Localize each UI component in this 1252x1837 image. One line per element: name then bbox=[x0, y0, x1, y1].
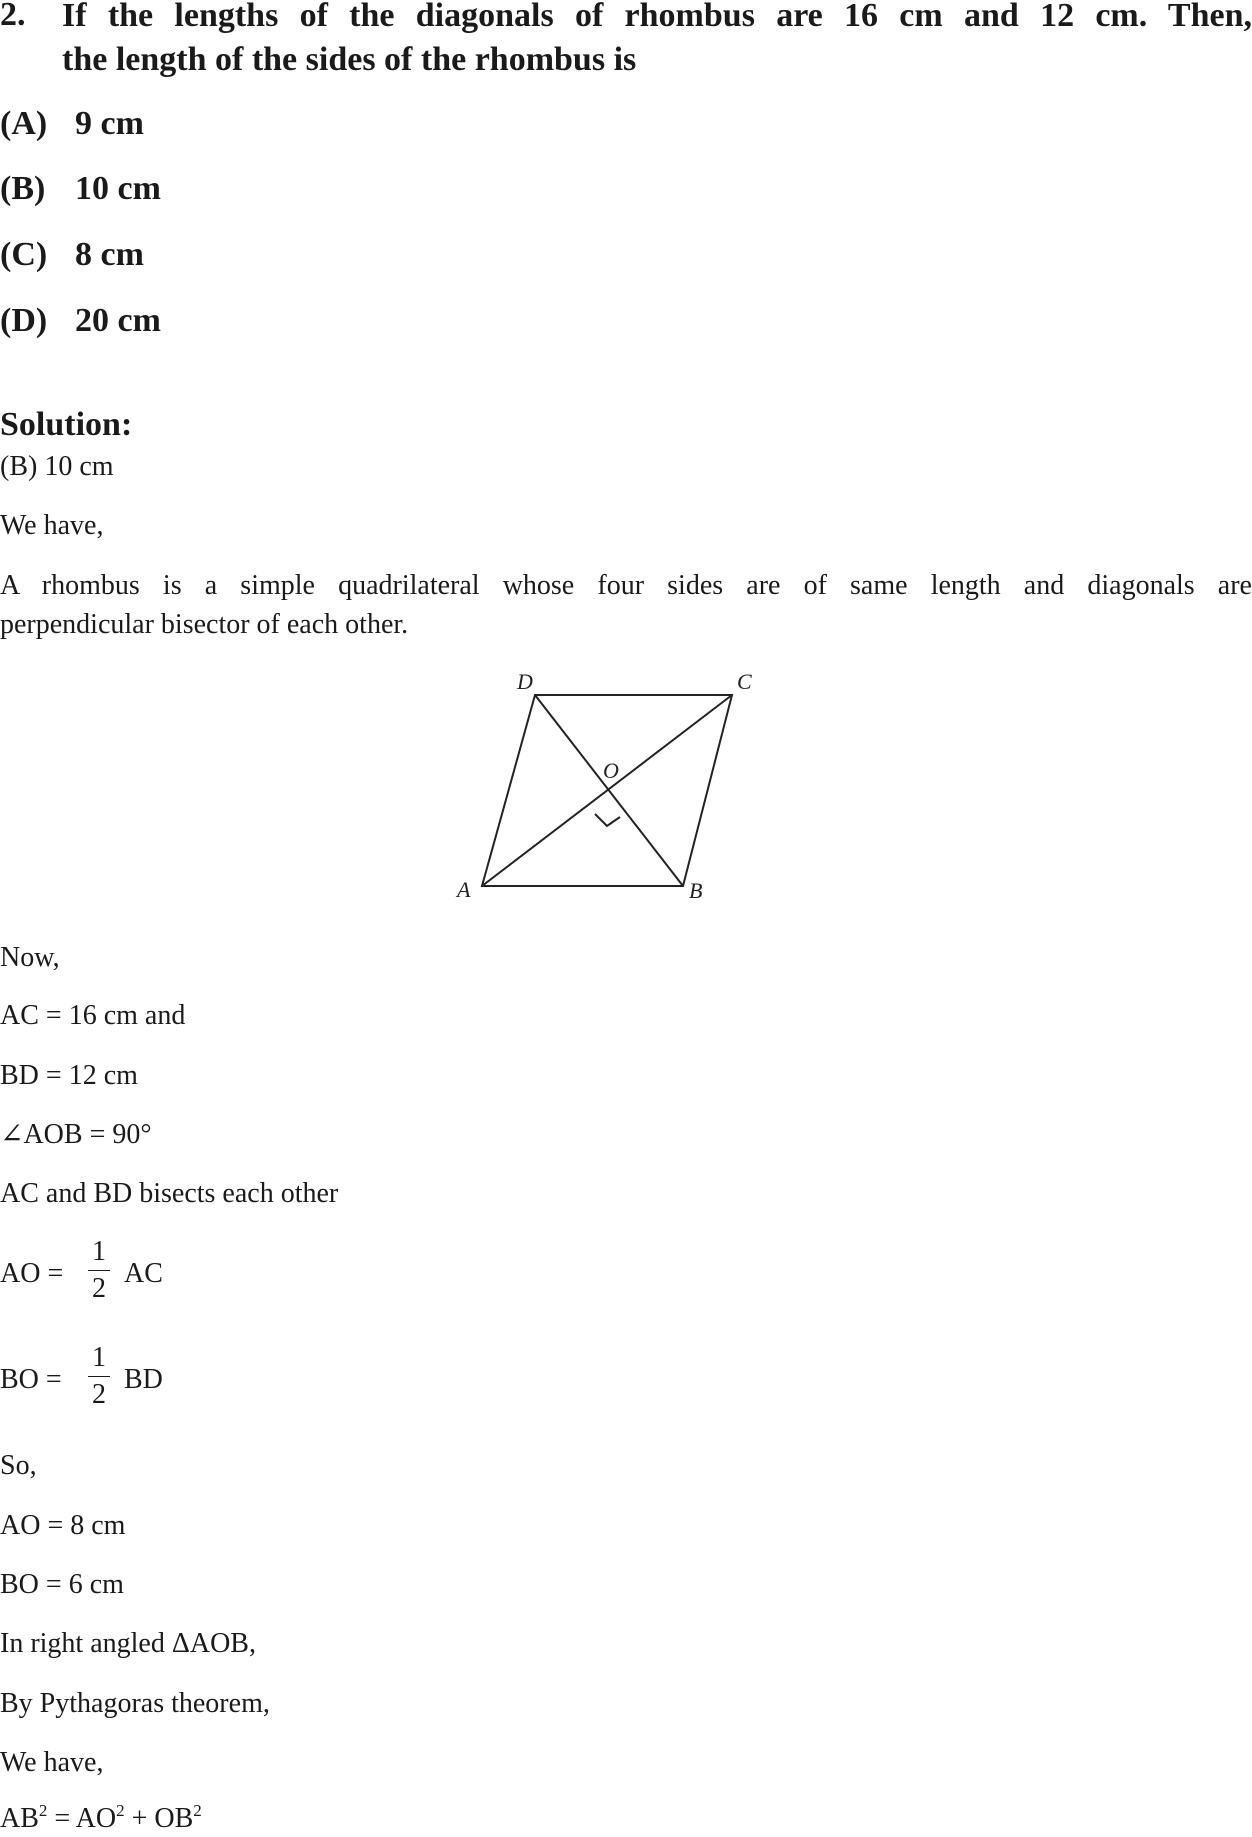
bo-fraction bbox=[88, 1342, 110, 1411]
right-angle-marker bbox=[595, 814, 620, 826]
option-c bbox=[0, 234, 144, 276]
eq-term-ob: + OB bbox=[124, 1803, 194, 1834]
we-have-text: We have, bbox=[0, 510, 104, 541]
definition-line1: A rhombus is a simple quadrilateral whose four sides are of same length and diagonals are bbox=[0, 570, 1252, 601]
ao-fraction bbox=[88, 1236, 110, 1305]
ao-denominator: 2 bbox=[92, 1273, 106, 1304]
ao-fraction-equation bbox=[0, 1236, 300, 1316]
bo-denominator: 2 bbox=[92, 1379, 106, 1410]
label-d: D bbox=[517, 669, 533, 694]
bo-fraction-bar bbox=[88, 1376, 110, 1377]
label-a: A bbox=[457, 877, 471, 902]
option-d-text: 20 cm bbox=[75, 302, 161, 339]
definition-paragraph bbox=[0, 566, 1252, 644]
ao-fraction-bar bbox=[88, 1270, 110, 1271]
option-b-text: 10 cm bbox=[75, 170, 161, 207]
diagonal-ac bbox=[482, 695, 732, 886]
bo-value: BO = 6 cm bbox=[0, 1569, 124, 1600]
ao-lhs: AO = bbox=[0, 1258, 64, 1289]
eq-term-ab: AB bbox=[0, 1803, 39, 1834]
ao-numerator: 1 bbox=[92, 1236, 106, 1267]
ao-value: AO = 8 cm bbox=[0, 1510, 126, 1541]
we-have-text-2: We have, bbox=[0, 1747, 104, 1778]
bd-statement: BD = 12 cm bbox=[0, 1060, 138, 1091]
rhombus-figure bbox=[445, 660, 775, 905]
solution-answer: (B) 10 cm bbox=[0, 451, 114, 482]
right-angled-text: In right angled ΔAOB, bbox=[0, 1628, 256, 1659]
angle-statement: ∠AOB = 90° bbox=[0, 1119, 152, 1150]
bo-numerator: 1 bbox=[92, 1342, 106, 1373]
label-c: C bbox=[737, 669, 752, 694]
option-d bbox=[0, 300, 161, 342]
option-b-label: (B) bbox=[0, 170, 46, 207]
so-text: So, bbox=[0, 1450, 37, 1481]
eq-exp-2: 2 bbox=[116, 1801, 125, 1820]
question-number: 2. bbox=[0, 0, 26, 33]
now-text: Now, bbox=[0, 942, 60, 973]
option-c-text: 8 cm bbox=[75, 236, 144, 273]
option-d-label: (D) bbox=[0, 302, 48, 339]
solution-heading: Solution: bbox=[0, 406, 133, 443]
option-c-label: (C) bbox=[0, 236, 48, 273]
bisect-statement: AC and BD bisects each other bbox=[0, 1178, 339, 1209]
ac-statement: AC = 16 cm and bbox=[0, 1000, 186, 1031]
bo-fraction-equation bbox=[0, 1342, 300, 1422]
bo-lhs: BO = bbox=[0, 1364, 62, 1395]
label-o: O bbox=[603, 758, 619, 783]
eq-term-ao: = AO bbox=[47, 1803, 117, 1834]
diagonal-bd bbox=[535, 695, 683, 886]
ao-rhs: AC bbox=[124, 1258, 163, 1289]
question-block bbox=[0, 0, 1252, 84]
option-a bbox=[0, 103, 144, 145]
option-a-label: (A) bbox=[0, 105, 48, 142]
option-b bbox=[0, 168, 161, 210]
label-b: B bbox=[689, 878, 703, 903]
bo-rhs: BD bbox=[124, 1364, 163, 1395]
option-a-text: 9 cm bbox=[75, 105, 144, 142]
eq-exp-1: 2 bbox=[38, 1801, 48, 1820]
question-text-line2: the length of the sides of the rhombus is bbox=[62, 41, 637, 78]
eq-exp-3: 2 bbox=[193, 1801, 202, 1820]
definition-line2: perpendicular bisector of each other. bbox=[0, 609, 409, 640]
question-text-line1: If the lengths of the diagonals of rhombus are 16 cm and 12 cm. Then, bbox=[62, 0, 1252, 34]
pythagoras-text: By Pythagoras theorem, bbox=[0, 1688, 270, 1719]
